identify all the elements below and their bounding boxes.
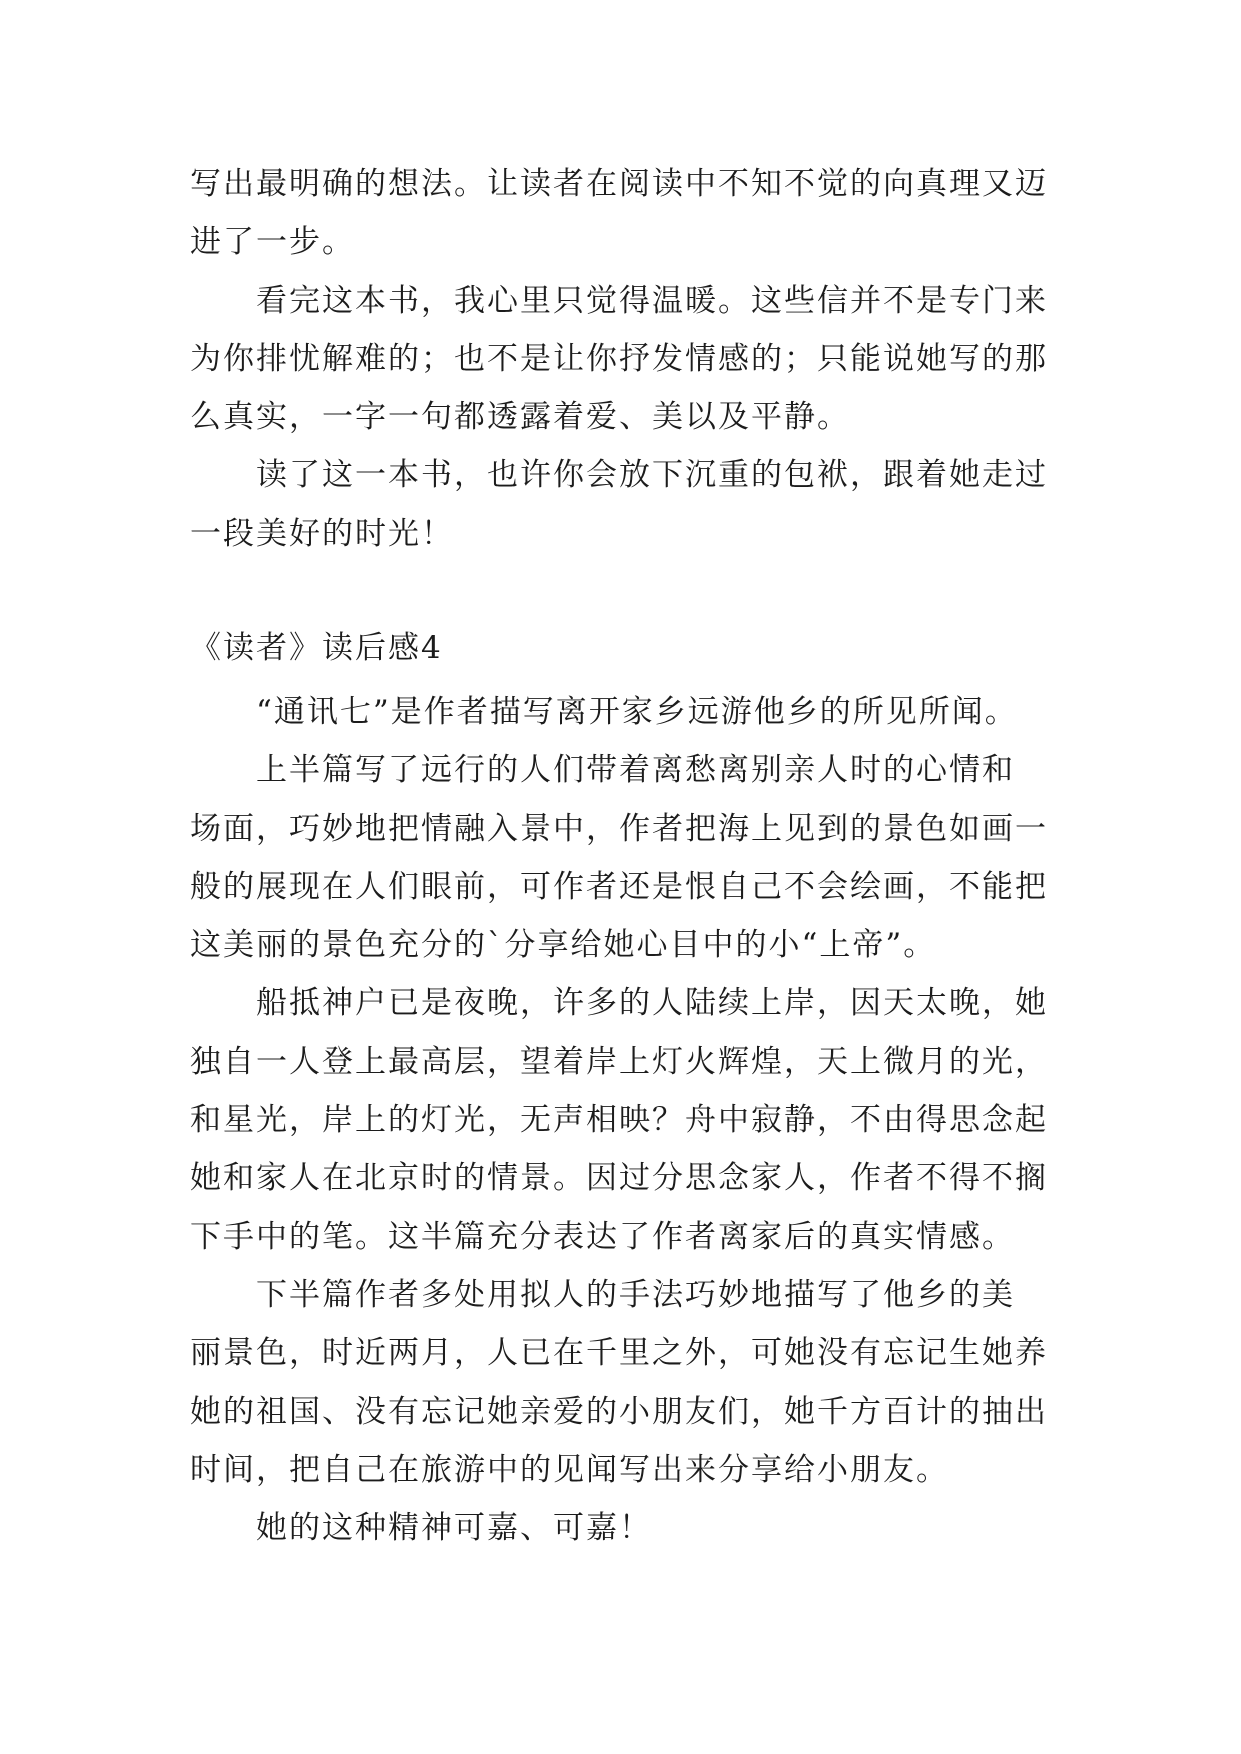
text-line: 读了这一本书，也许你会放下沉重的包袱，跟着她走过	[256, 457, 1048, 494]
text-line: 上半篇写了远行的人们带着离愁离别亲人时的心情和	[256, 752, 1015, 789]
text-line: 么真实，一字一句都透露着爱、美以及平静。	[190, 399, 850, 436]
section-heading: 《读者》读后感4	[190, 629, 443, 666]
paragraph	[190, 741, 1090, 974]
text-line: 下半篇作者多处用拟人的手法巧妙地描写了他乡的美	[256, 1276, 1015, 1313]
paragraph	[190, 1499, 1090, 1557]
text-line: 一段美好的时光！	[190, 515, 454, 552]
text-line: 进了一步。	[190, 224, 355, 261]
paragraph	[190, 1266, 1090, 1499]
text-line: 下手中的笔。这半篇充分表达了作者离家后的真实情感。	[190, 1218, 1015, 1255]
paragraph	[190, 155, 1090, 272]
section-spacer	[190, 563, 1090, 619]
text-line: 她的祖国、没有忘记她亲爱的小朋友们，她千方百计的抽出	[190, 1393, 1048, 1430]
text-line: 般的展现在人们眼前，可作者还是恨自己不会绘画，不能把	[190, 868, 1048, 905]
text-line: “通讯七”是作者描写离开家乡远游他乡的所见所闻。	[256, 693, 1018, 730]
text-line: 时间，把自己在旅游中的见闻写出来分享给小朋友。	[190, 1451, 949, 1488]
paragraph	[190, 272, 1090, 447]
document-page	[190, 155, 1090, 1557]
text-line: 她和家人在北京时的情景。因过分思念家人，作者不得不搁	[190, 1160, 1048, 1197]
paragraph	[190, 446, 1090, 563]
text-line: 为你排忧解难的；也不是让你抒发情感的；只能说她写的那	[190, 340, 1048, 377]
text-line: 场面，巧妙地把情融入景中，作者把海上见到的景色如画一	[190, 810, 1048, 847]
paragraph	[190, 974, 1090, 1265]
text-line: 独自一人登上最高层，望着岸上灯火辉煌，天上微月的光，	[190, 1043, 1048, 1080]
text-line: 看完这本书，我心里只觉得温暖。这些信并不是专门来	[256, 282, 1048, 319]
text-line: 和星光，岸上的灯光，无声相映？舟中寂静，不由得思念起	[190, 1102, 1048, 1139]
text-line: 船抵神户已是夜晚，许多的人陆续上岸，因天太晚，她	[256, 985, 1048, 1022]
text-line: 她的这种精神可嘉、可嘉！	[256, 1510, 652, 1547]
paragraph	[190, 683, 1090, 741]
text-line: 丽景色，时近两月，人已在千里之外，可她没有忘记生她养	[190, 1335, 1048, 1372]
text-line: 这美丽的景色充分的`分享给她心目中的小“上帝”。	[190, 927, 937, 964]
text-line: 写出最明确的想法。让读者在阅读中不知不觉的向真理又迈	[190, 166, 1048, 202]
